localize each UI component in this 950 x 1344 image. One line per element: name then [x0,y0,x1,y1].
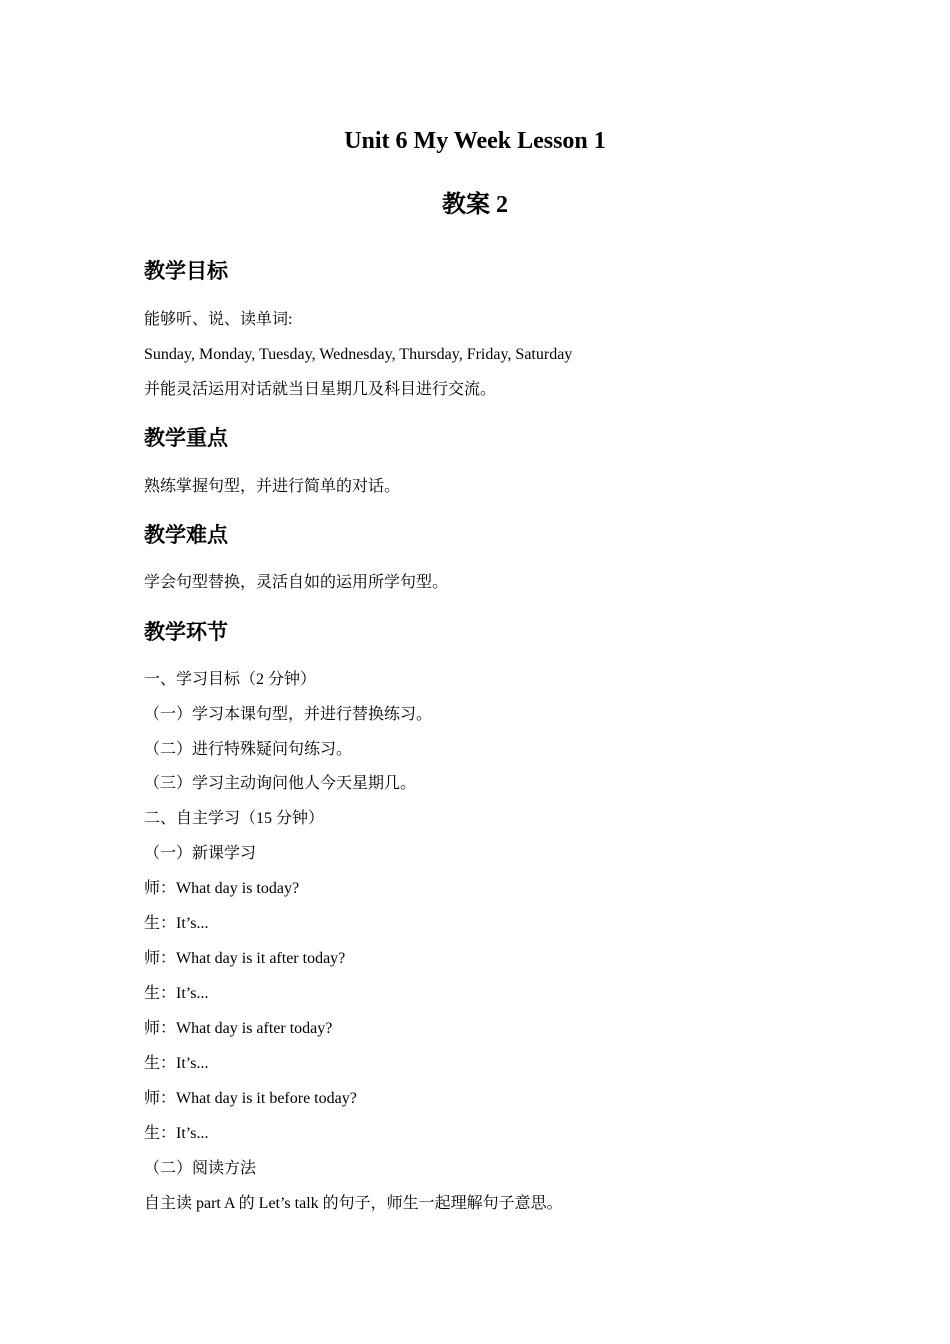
dialogue-teacher-line: 师：What day is it before today? [144,1090,357,1107]
procedure-heading: 教学环节 [144,620,228,644]
procedure-substep: （一）新课学习 [144,845,257,862]
procedure-reading-line: 自主读 part A 的 Let’s talk 的句子，师生一起理解句子意思。 [144,1195,563,1212]
dialogue-student-line: 生：It’s... [144,915,209,932]
procedure-substep: （三）学习主动询问他人今天星期几。 [144,775,417,792]
difficulties-heading: 教学难点 [144,523,228,547]
objectives-line-3: 并能灵活运用对话就当日星期几及科目进行交流。 [144,381,497,398]
document-title: Unit 6 My Week Lesson 1 [344,128,606,154]
procedure-step-2: 二、自主学习（15 分钟） [144,810,325,827]
procedure-substep: （一）学习本课句型，并进行替换练习。 [144,706,433,723]
key-points-heading: 教学重点 [144,426,228,450]
procedure-step-1: 一、学习目标（2 分钟） [144,671,317,688]
dialogue-teacher-line: 师：What day is today? [144,880,300,897]
dialogue-teacher-line: 师：What day is after today? [144,1020,333,1037]
dialogue-student-line: 生：It’s... [144,1125,209,1142]
key-points-line-1: 熟练掌握句型，并进行简单的对话。 [144,478,401,495]
dialogue-student-line: 生：It’s... [144,985,209,1002]
objectives-weekdays-line: Sunday, Monday, Tuesday, Wednesday, Thursday, Friday, Saturday [144,346,573,363]
dialogue-student-line: 生：It’s... [144,1055,209,1072]
dialogue-teacher-line: 师：What day is it after today? [144,950,346,967]
objectives-heading: 教学目标 [144,259,228,283]
procedure-substep: （二）阅读方法 [144,1160,257,1177]
procedure-substep: （二）进行特殊疑问句练习。 [144,741,353,758]
document-subtitle: 教案 2 [442,192,508,218]
difficulties-line-1: 学会句型替换，灵活自如的运用所学句型。 [144,574,449,591]
objectives-line-1: 能够听、说、读单词: [144,311,293,328]
